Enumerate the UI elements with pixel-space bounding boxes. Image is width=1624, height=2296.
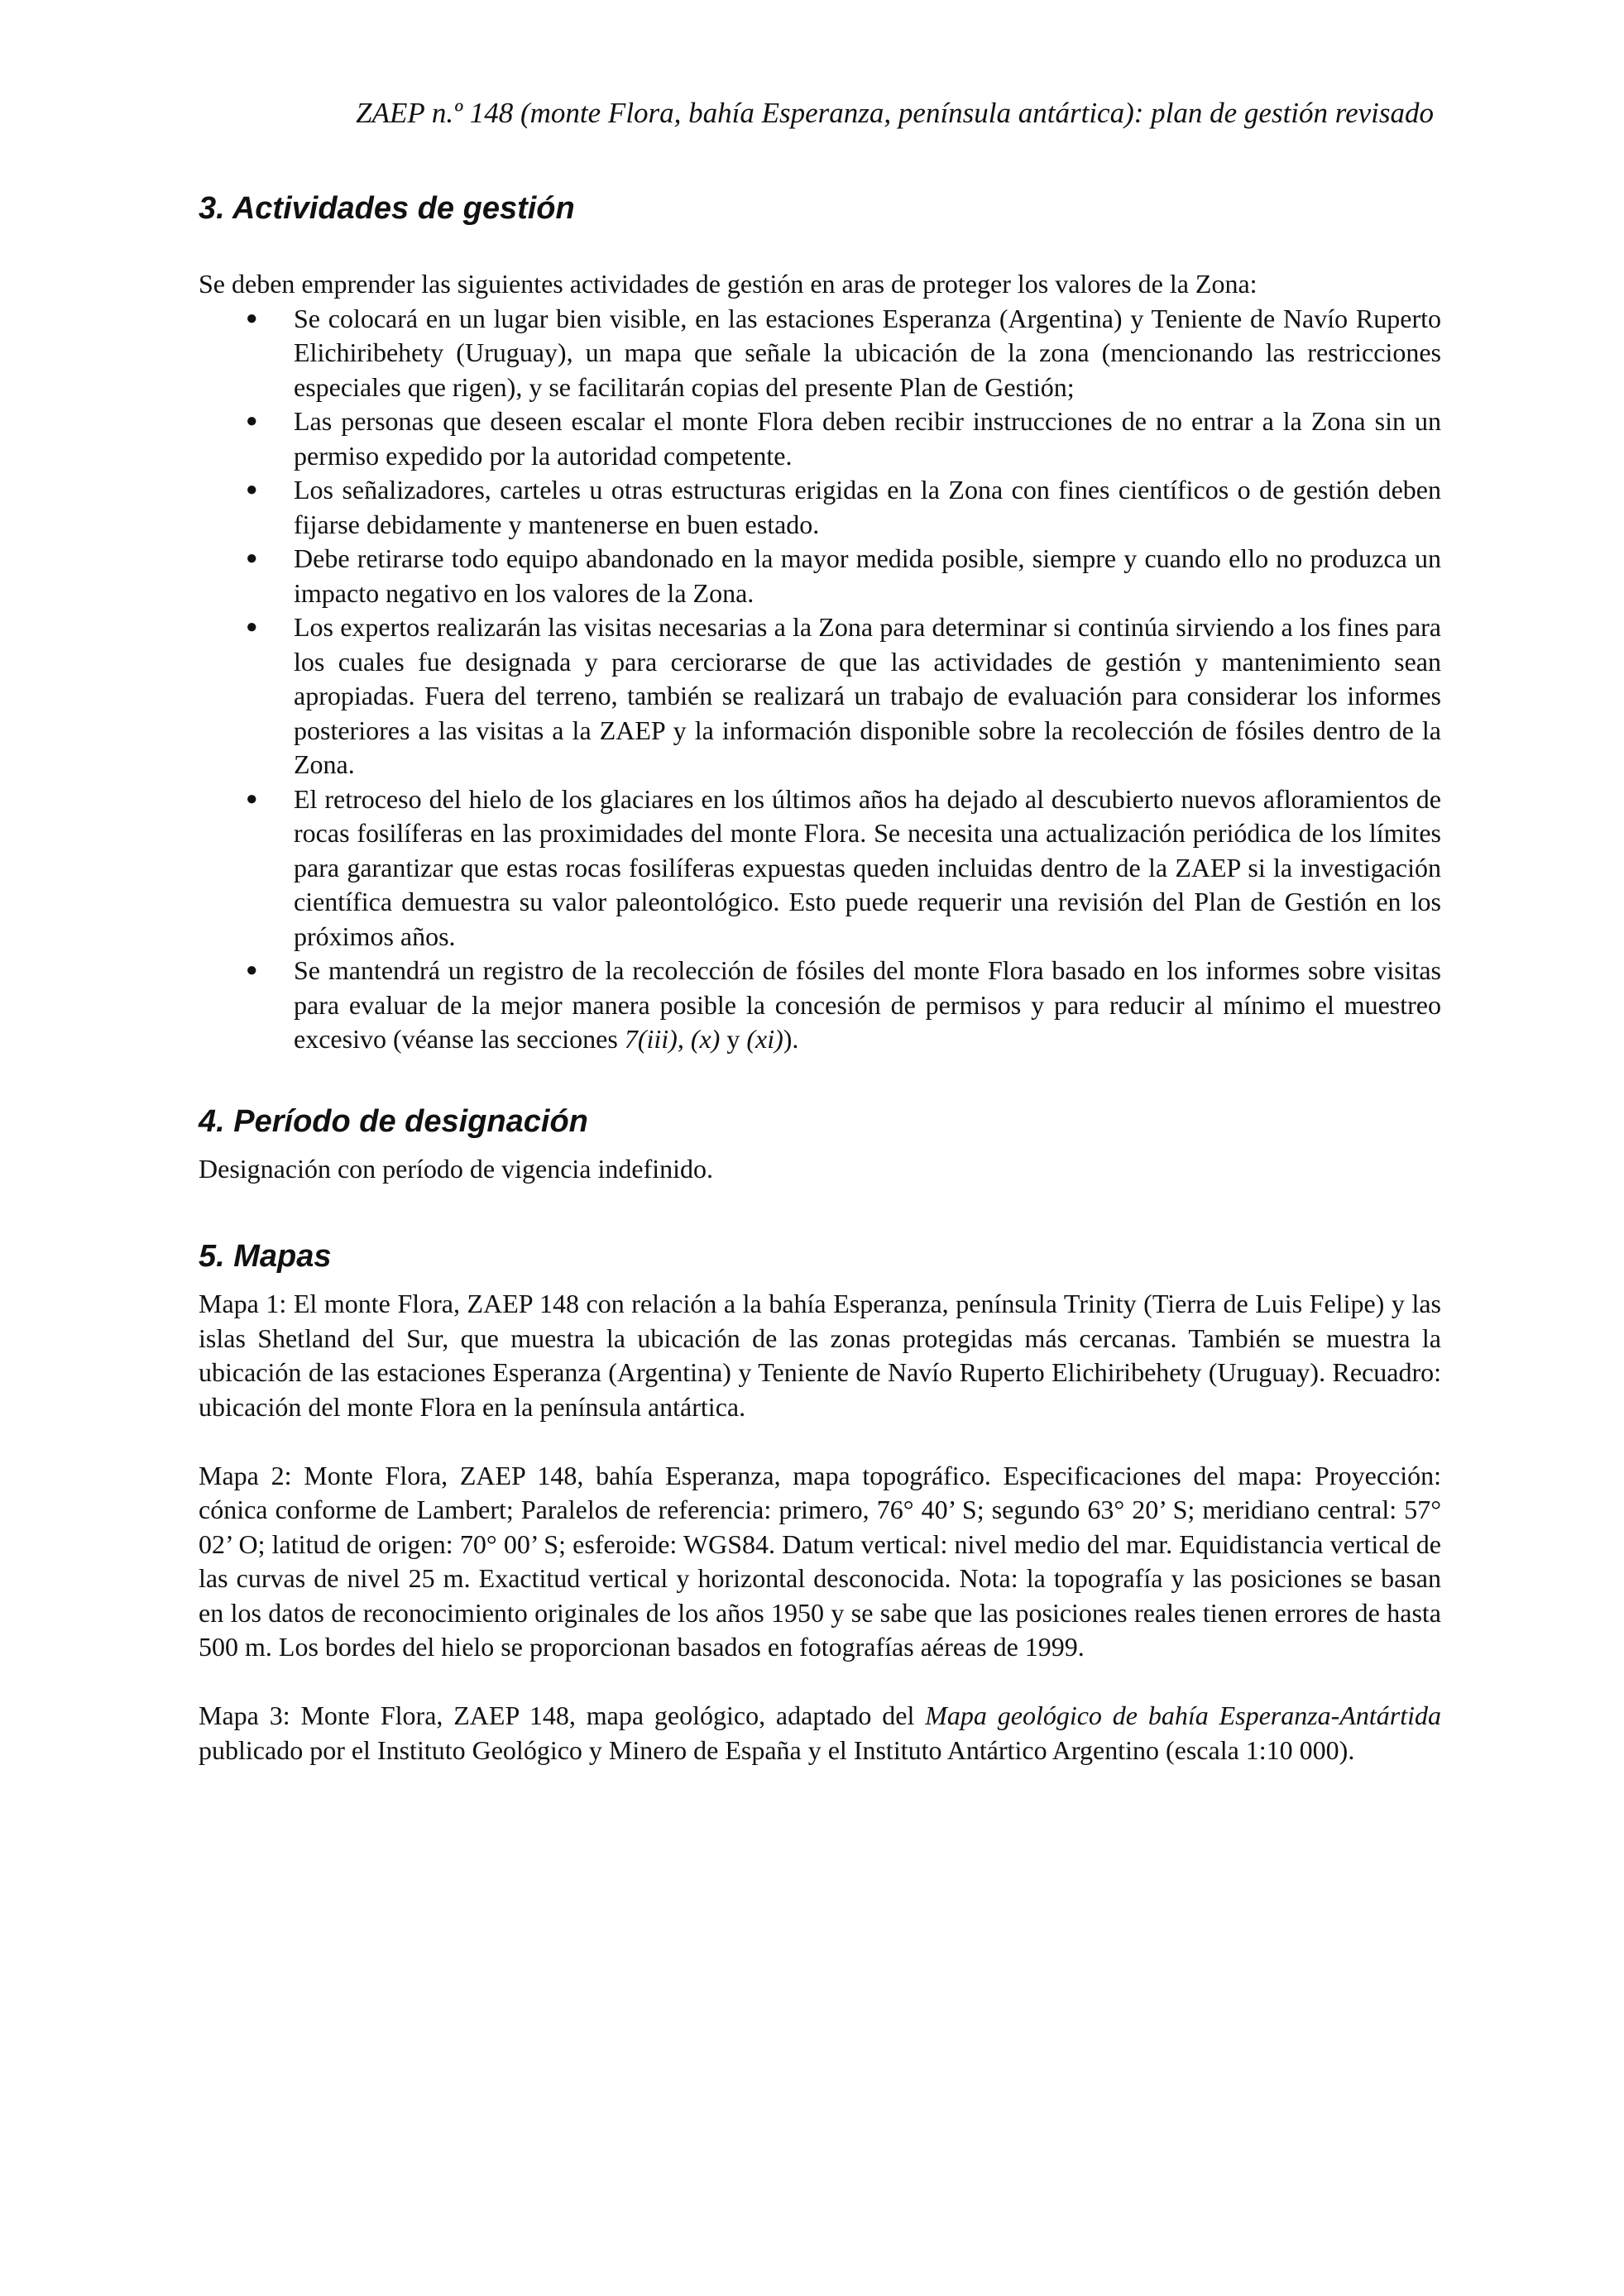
section-heading-activities: 3. Actividades de gestión xyxy=(199,191,575,226)
bullet-icon: ● xyxy=(246,307,258,329)
section-maps xyxy=(199,1236,1441,1767)
list-item-text: Los expertos realizarán las visitas necesarias a la Zona para determinar si continúa sirviendo a los fines para los cuales fue designada y para cerciorarse de que las actividades de gestión y mantenimiento sean apropiadas. Fuera del terreno, también se realizará un trabajo de evaluación para considerar los informes posteriores a las visitas a la ZAEP y la información disponible sobre la recolección de fósiles dentro de la Zona. xyxy=(294,612,1441,780)
map-3-description xyxy=(199,1699,1441,1767)
bullet-icon: ● xyxy=(246,479,258,501)
list-item-text: Las personas que deseen escalar el monte Flora deben recibir instrucciones de no entrar a la Zona sin un permiso expedido por la autoridad competente. xyxy=(294,406,1441,471)
bullet-icon: ● xyxy=(246,410,258,433)
section-intro: Se deben emprender las siguientes actividades de gestión en aras de proteger los valores de la Zona: xyxy=(199,269,1258,299)
map-3-prefix: Mapa 3: Monte Flora, ZAEP 148, mapa geológico, adaptado del xyxy=(199,1700,926,1731)
activities-list xyxy=(199,302,1441,1057)
list-item xyxy=(246,610,1441,782)
bullet-icon: ● xyxy=(246,616,258,639)
map-1-description: Mapa 1: El monte Flora, ZAEP 148 con relación a la bahía Esperanza, península Trinity (Tierra de Luis Felipe) y las islas Shetland del Sur, que muestra la ubicación de las zonas protegidas más cercanas. También se muestra la ubicación de las estaciones Esperanza (Argentina) y Teniente de Navío Ruperto Elichiribehety (Uruguay). Recuadro: ubicación del monte Flora en la península antártica. xyxy=(199,1289,1441,1422)
section-reference: 7(iii), (x) xyxy=(624,1024,721,1055)
map-3-suffix: publicado por el Instituto Geológico y Minero de España y el Instituto Antártico Argentino (escala 1:10 000). xyxy=(199,1734,1355,1765)
list-item-ending: ). xyxy=(783,1024,799,1055)
map-2-description: Mapa 2: Monte Flora, ZAEP 148, bahía Esperanza, mapa topográfico. Especificaciones del mapa: Proyección: cónica conforme de Lambert; Paralelos de referencia: primero, 76° 40’ S; segundo 63° 20’ S; meridiano central: 57° 02’ O; latitud de origen: 70° 00’ S; esferoide: WGS84. Datum vertical: nivel medio del mar. Equidistancia vertical de las curvas de nivel 25 m. Exactitud vertical y horizontal desconocida. Nota: la topografía y las posiciones se basan en los datos de reconocimiento originales de los años 1950 y se sabe que las posiciones reales tienen errores de hasta 500 m. Los bordes del hielo se proporcionan basados en fotografías aéreas de 1999. xyxy=(199,1460,1441,1662)
list-item xyxy=(246,404,1441,473)
section-heading-period: 4. Período de designación xyxy=(199,1103,588,1139)
list-item xyxy=(246,473,1441,542)
reference-joiner: y xyxy=(720,1024,747,1055)
list-item-text: Debe retirarse todo equipo abandonado en la mayor medida posible, siempre y cuando ello no produzca un impacto negativo en los valores de la Zona. xyxy=(294,543,1441,608)
list-item xyxy=(246,782,1441,954)
bullet-icon: ● xyxy=(246,787,258,810)
bullet-icon: ● xyxy=(246,548,258,570)
page-content xyxy=(199,189,1441,1767)
list-item xyxy=(246,542,1441,610)
map-3-source-title: Mapa geológico de bahía Esperanza-Antártida xyxy=(925,1700,1442,1731)
list-item xyxy=(246,954,1441,1057)
running-header: ZAEP n.º 148 (monte Flora, bahía Esperanza, península antártica): plan de gestión revisado xyxy=(356,97,1434,129)
list-item-text: El retroceso del hielo de los glaciares en los últimos años ha dejado al descubierto nuevos afloramientos de rocas fosilíferas en las proximidades del monte Flora. Se necesita una actualización periódica de los límites para garantizar que estas rocas fosilíferas expuestas queden incluidas dentro de la ZAEP si la investigación científica demuestra su valor paleontológico. Esto puede requerir una revisión del Plan de Gestión en los próximos años. xyxy=(294,783,1441,951)
list-item-text: Se mantendrá un registro de la recolección de fósiles del monte Flora basado en los informes sobre visitas para evaluar de la mejor manera posible la concesión de permisos y para reducir al mínimo el muestreo excesivo (véanse las secciones xyxy=(294,955,1441,1055)
section-management-activities xyxy=(199,189,1441,1057)
list-item-text: Se colocará en un lugar bien visible, en las estaciones Esperanza (Argentina) y Teniente de Navío Ruperto Elichiribehety (Uruguay), un mapa que señale la ubicación de la zona (mencionando las restricciones especiales que rigen), y se facilitarán copias del presente Plan de Gestión; xyxy=(294,303,1441,402)
list-item xyxy=(246,302,1441,405)
section-reference: (xi) xyxy=(746,1024,783,1055)
list-item-text: Los señalizadores, carteles u otras estructuras erigidas en la Zona con fines científicos o de gestión deben fijarse debidamente y mantenerse en buen estado. xyxy=(294,475,1441,539)
section-designation-period xyxy=(199,1102,1441,1187)
section-body: Designación con período de vigencia indefinido. xyxy=(199,1154,714,1184)
section-heading-maps: 5. Mapas xyxy=(199,1238,332,1274)
bullet-icon: ● xyxy=(246,959,258,982)
